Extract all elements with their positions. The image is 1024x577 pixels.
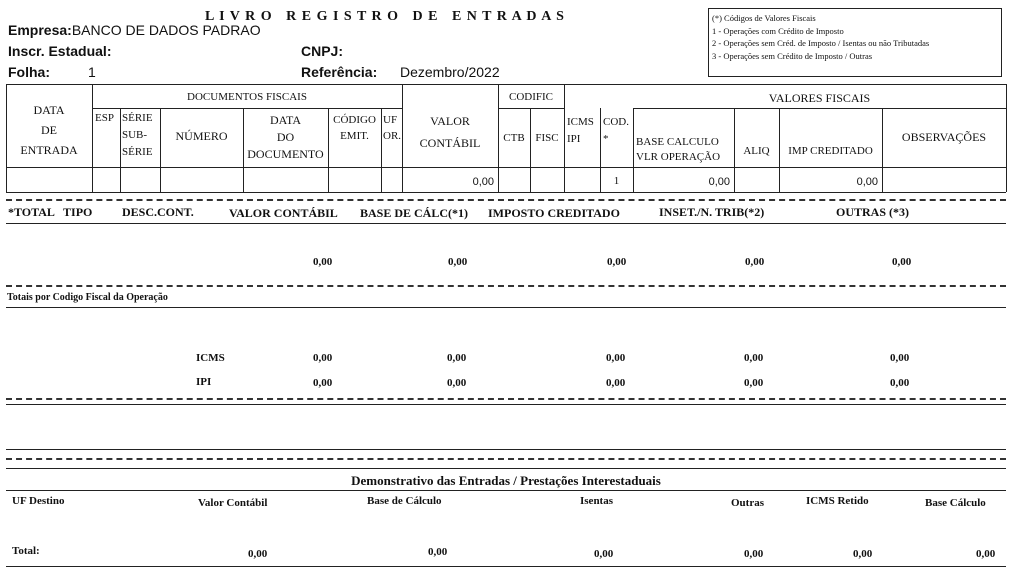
cfop-bottom-dashed-line bbox=[6, 398, 1006, 400]
col-esp: ESP bbox=[95, 112, 114, 124]
col-aliq: ALIQ bbox=[743, 145, 770, 157]
cfop-icms-inset: 0,00 bbox=[744, 352, 764, 364]
valores-fiscais-sub-line bbox=[633, 108, 1006, 109]
totals-imposto-creditado: 0,00 bbox=[607, 256, 627, 268]
cfop-icms-base: 0,00 bbox=[447, 352, 467, 364]
folha-value: 1 bbox=[88, 64, 96, 80]
cfop-ipi-inset: 0,00 bbox=[744, 377, 764, 389]
interestadual-total-outras: 0,00 bbox=[744, 548, 764, 560]
interestadual-header-outras: Outras bbox=[731, 497, 764, 509]
interestadual-total-isentas: 0,00 bbox=[594, 548, 614, 560]
section-separator-line bbox=[6, 449, 1006, 450]
cfop-header-line bbox=[6, 307, 1006, 308]
legend-line-1: 1 - Operações com Crédito de Imposto bbox=[712, 25, 844, 36]
table-header-bottom-line bbox=[6, 167, 1006, 168]
cfop-ipi-outras: 0,00 bbox=[890, 377, 910, 389]
col-ctb: CTB bbox=[503, 132, 525, 144]
interestadual-total-label: Total: bbox=[12, 545, 40, 557]
cfop-row-label: ICMS bbox=[196, 352, 225, 364]
totals-top-dashed-line bbox=[6, 199, 1006, 201]
col-fisc: FISC bbox=[535, 132, 559, 144]
table-bottom-line bbox=[6, 192, 1006, 193]
legend-box bbox=[708, 8, 1002, 77]
cfop-ipi-imposto: 0,00 bbox=[606, 377, 626, 389]
totals-outras: 0,00 bbox=[892, 256, 912, 268]
interestadual-bottom-line bbox=[6, 566, 1006, 567]
totals-inset-trib: 0,00 bbox=[745, 256, 765, 268]
col-group-codific: CODIFIC bbox=[508, 91, 553, 103]
interestadual-header-uf-destino: UF Destino bbox=[12, 495, 65, 507]
cfop-icms-imposto: 0,00 bbox=[606, 352, 626, 364]
interestadual-total-valor-contabil: 0,00 bbox=[248, 548, 268, 560]
interestadual-header-base-calculo-2: Base Cálculo bbox=[925, 497, 986, 509]
cnpj-label: CNPJ: bbox=[301, 43, 344, 59]
cfop-title: Totais por Codigo Fiscal da Operação bbox=[7, 292, 168, 303]
interestadual-header-isentas: Isentas bbox=[580, 495, 614, 507]
col-cod: COD. * bbox=[603, 116, 629, 145]
interestadual-total-base-calculo: 0,00 bbox=[428, 546, 448, 558]
row-base-calculo: 0,00 bbox=[708, 176, 730, 188]
empresa-line bbox=[8, 22, 261, 38]
table-top-line bbox=[6, 84, 1006, 85]
empresa-value: BANCO DE DADOS PADRAO bbox=[71, 22, 261, 38]
row-cod: 1 bbox=[613, 175, 620, 187]
doc-fiscais-sub-line bbox=[92, 108, 402, 109]
interestadual-top-dashed-line bbox=[6, 458, 1006, 460]
col-icms-ipi: ICMS IPI bbox=[567, 116, 594, 145]
totals-header-valor-contabil: VALOR CONTÁBIL bbox=[229, 206, 338, 220]
legend-line-3: 3 - Operações sem Crédito de Imposto / Outras bbox=[712, 50, 873, 61]
totals-header-imposto-creditado: IMPOSTO CREDITADO bbox=[488, 206, 620, 220]
referencia-label: Referência: bbox=[301, 64, 378, 80]
interestadual-top-line bbox=[6, 468, 1006, 469]
totals-header-total-tipo: *TOTAL TIPO bbox=[8, 205, 93, 219]
col-serie: SÉRIE SUB- SÉRIE bbox=[122, 112, 153, 158]
cfop-ipi-base: 0,00 bbox=[447, 377, 467, 389]
interestadual-header-icms-retido: ICMS Retido bbox=[806, 495, 869, 507]
row-valor-contabil: 0,00 bbox=[472, 176, 494, 188]
inscr-estadual-label: Inscr. Estadual: bbox=[8, 43, 112, 59]
col-data-entrada: DATA DE ENTRADA bbox=[20, 103, 78, 157]
totals-header-inset-trib: INSET./N. TRIB(*2) bbox=[659, 205, 765, 219]
codific-sub-line bbox=[498, 108, 564, 109]
legend-title: (*) Códigos de Valores Fiscais bbox=[712, 13, 816, 23]
col-codigo-emit: CÓDIGO EMIT. bbox=[333, 114, 376, 142]
col-group-valores-fiscais: VALORES FISCAIS bbox=[768, 91, 871, 105]
totals-header-desc-cont: DESC.CONT. bbox=[122, 205, 194, 219]
cfop-row-label: IPI bbox=[196, 376, 212, 388]
legend-line-2: 2 - Operações sem Créd. de Imposto / Isentas ou não Tributadas bbox=[712, 38, 930, 48]
col-base-calculo: BASE CALCULO VLR OPERAÇÃO bbox=[636, 136, 721, 163]
cfop-top-dashed-line bbox=[6, 285, 1006, 287]
report-title: L I V R O R E G I S T R O D E E N T R A D A S bbox=[205, 9, 565, 24]
col-imp-creditado: IMP CREDITADO bbox=[788, 145, 873, 157]
cfop-bottom-line bbox=[6, 404, 1006, 405]
col-valor-contabil: VALOR CONTÁBIL bbox=[419, 114, 481, 150]
interestadual-title: Demonstrativo das Entradas / Prestações Interestaduais bbox=[351, 473, 661, 488]
totals-header-base-calc: BASE DE CÁLC(*1) bbox=[360, 206, 469, 220]
row-imp-creditado: 0,00 bbox=[856, 176, 878, 188]
interestadual-header-base-calculo: Base de Cálculo bbox=[367, 495, 442, 507]
interestadual-total-icms-retido: 0,00 bbox=[853, 548, 873, 560]
cfop-icms-outras: 0,00 bbox=[890, 352, 910, 364]
interestadual-header-valor-contabil: Valor Contábil bbox=[198, 497, 268, 509]
cfop-ipi-valor: 0,00 bbox=[313, 377, 333, 389]
interestadual-total-base-calculo-2: 0,00 bbox=[976, 548, 996, 560]
empresa-label: Empresa: bbox=[8, 22, 72, 38]
col-numero: NÚMERO bbox=[175, 129, 228, 143]
col-uf-or: UF OR. bbox=[383, 114, 402, 142]
totals-header-outras: OUTRAS (*3) bbox=[836, 205, 910, 219]
referencia-value: Dezembro/2022 bbox=[400, 64, 500, 80]
cfop-icms-valor: 0,00 bbox=[313, 352, 333, 364]
col-observacoes: OBSERVAÇÕES bbox=[901, 130, 987, 144]
totals-base-calc: 0,00 bbox=[448, 256, 468, 268]
col-group-documentos-fiscais: DOCUMENTOS FISCAIS bbox=[187, 91, 307, 103]
totals-header-line bbox=[6, 223, 1006, 224]
interestadual-header-line bbox=[6, 490, 1006, 491]
totals-valor-contabil: 0,00 bbox=[313, 256, 333, 268]
col-data-documento: DATA DO DOCUMENTO bbox=[247, 113, 324, 161]
folha-label: Folha: bbox=[8, 64, 50, 80]
